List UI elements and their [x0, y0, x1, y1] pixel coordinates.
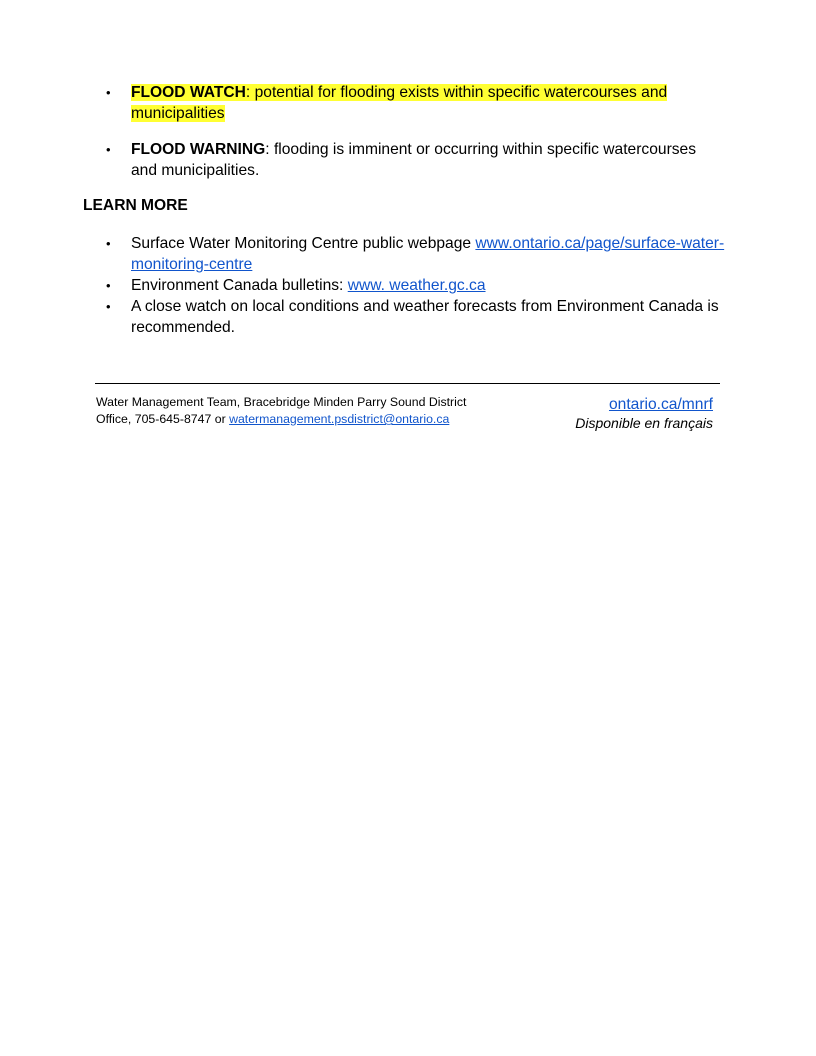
learn-more-list	[106, 233, 726, 338]
alert-term: FLOOD WARNING	[131, 141, 266, 158]
item-text: A close watch on local conditions and weather forecasts from Environment Canada is recommended.	[131, 298, 719, 336]
bullet-icon: •	[106, 142, 111, 157]
flood-alert-list	[106, 82, 726, 181]
item-text: Environment Canada bulletins:	[131, 277, 348, 294]
list-item-flood-warning: • FLOOD WARNING: flooding is imminent or occurring within specific watercourses and municipalities.	[106, 141, 697, 179]
highlighted-text: FLOOD WATCH: potential for flooding exists within specific watercourses and municipalities	[131, 84, 668, 122]
bullet-icon: •	[106, 278, 111, 293]
contact-line: Water Management Team, Bracebridge Minden Parry Sound District	[96, 395, 467, 409]
footer-divider	[95, 383, 720, 384]
french-availability: Disponible en français	[575, 415, 713, 431]
learn-more-heading: LEARN MORE	[83, 197, 188, 214]
alert-description: flooding is imminent or occurring within specific watercourses and municipalities.	[131, 141, 697, 179]
list-item-flood-watch	[106, 82, 726, 124]
email-link[interactable]: watermanagement.psdistrict@ontario.ca	[229, 412, 450, 426]
bullet-icon: •	[106, 85, 111, 100]
bullet-icon: •	[106, 236, 111, 251]
contact-line: Office, 705-645-8747 or watermanagement.psdistrict@ontario.ca	[96, 412, 450, 426]
ontario-mnrf-link[interactable]: ontario.ca/mnrf	[608, 396, 713, 413]
footer-site	[575, 395, 713, 432]
alert-term: FLOOD WATCH	[131, 84, 246, 101]
weather-link[interactable]: www. weather.gc.ca	[347, 277, 486, 294]
alert-description: potential for flooding exists within specific watercourses and municipalities	[131, 84, 668, 122]
bullet-icon: •	[106, 299, 111, 314]
footer-contact	[96, 394, 526, 428]
surface-water-link[interactable]: www.ontario.ca/page/surface-water-monitoring-centre	[131, 235, 725, 273]
list-item-surface-water	[106, 233, 726, 275]
item-text: Surface Water Monitoring Centre public webpage	[131, 235, 476, 252]
list-item-recommendation	[106, 296, 726, 338]
list-item-environment-canada	[106, 275, 726, 296]
